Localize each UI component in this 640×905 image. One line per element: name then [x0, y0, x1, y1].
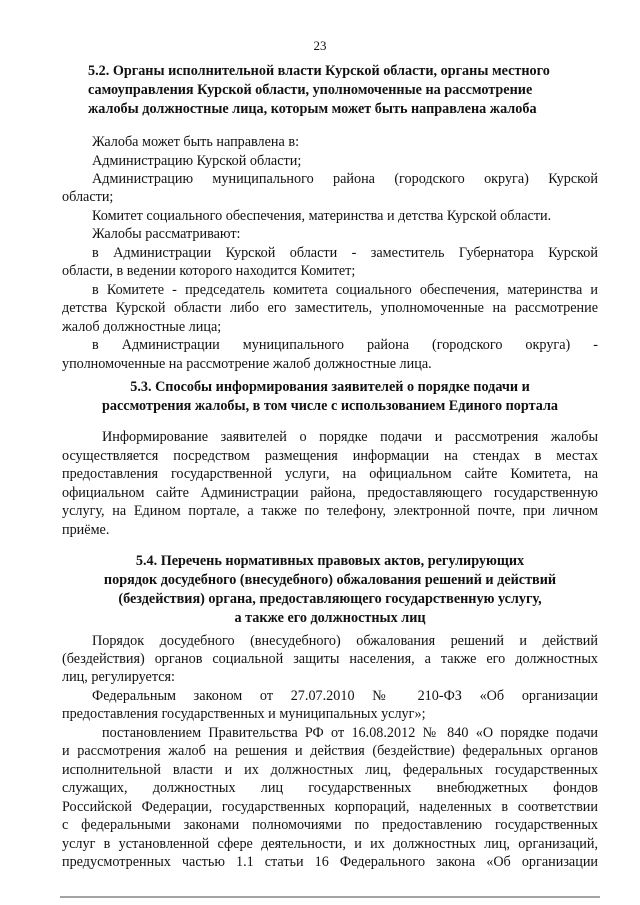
- paragraph-line: в Администрации муниципального района (городского округа) -: [92, 337, 598, 353]
- paragraph-line: Администрацию Курской области;: [92, 153, 302, 169]
- section-5-4-heading: [62, 552, 598, 628]
- paragraph-line: Информирование заявителей о порядке подачи и рассмотрения жалобы: [102, 429, 598, 445]
- paragraph-line: Комитет социального обеспечения, материнства и детства Курской области.: [92, 208, 552, 224]
- heading-line: а также его должностных лиц: [234, 610, 426, 626]
- heading-line: жалобы должностные лица, которым может быть направлена жалоба: [88, 101, 537, 117]
- paragraph-line: предусмотренных частью 1.1 статьи 16 Федерального закона «Об организации: [62, 854, 598, 870]
- paragraph-line: Российской Федерации, государственных корпораций, наделенных в соответствии: [62, 799, 598, 815]
- paragraph-line: Порядок досудебного (внесудебного) обжалования решений и действий: [92, 633, 598, 649]
- heading-line: самоуправления Курской области, уполномоченные на рассмотрение: [88, 82, 533, 98]
- heading-line: рассмотрения жалобы, в том числе с использованием Единого портала: [101, 398, 558, 414]
- paragraph-line: в Комитете - председатель комитета социального обеспечения, материнства и: [92, 282, 598, 298]
- paragraph-line: с федеральными законами полномочиями по предоставлению государственных: [62, 817, 598, 833]
- paragraph-line: услуг в установленной сфере деятельности, и их должностных лиц, организаций,: [62, 836, 598, 852]
- paragraph-line: Администрацию муниципального района (городского округа) Курской: [92, 171, 598, 187]
- paragraph-line: официальном сайте Администрации района, предоставляющего государственную: [62, 485, 598, 501]
- paragraph-line: Жалобы рассматривают:: [92, 226, 241, 242]
- paragraph-line: осуществляется посредством размещения информации на стендах в местах: [62, 448, 598, 464]
- heading-line: 5.3. Способы информирования заявителей о порядке подачи и: [130, 379, 530, 395]
- heading-line: 5.2. Органы исполнительной власти Курской области, органы местного: [88, 63, 550, 79]
- paragraph-line: уполномоченные на рассмотрение жалоб должностные лица.: [62, 356, 432, 372]
- paragraph-line: в Администрации Курской области - заместитель Губернатора Курской: [92, 245, 598, 261]
- paragraph-line: области;: [62, 189, 114, 205]
- heading-line: 5.4. Перечень нормативных правовых актов, регулирующих: [135, 553, 525, 569]
- paragraph-line: исполнительной власти и их должностных лиц, федеральных государственных: [62, 762, 598, 778]
- paragraph-line: (бездействия) органов социальной защиты населения, а также его должностных: [62, 651, 598, 667]
- paragraph-line: детства Курской области либо его заместитель, уполномоченные на рассмотрение: [62, 300, 598, 316]
- bottom-scan-edge: [60, 896, 600, 898]
- page-number: 23: [313, 38, 327, 53]
- section-5-3-heading: [62, 378, 598, 416]
- paragraph-line: постановлением Правительства РФ от 16.08.2012 № 840 «О порядке подачи: [102, 725, 598, 741]
- heading-line: (бездействия) органа, предоставляющего государственную услугу,: [118, 591, 542, 607]
- paragraph-line: Федеральным законом от 27.07.2010 № 210-ФЗ «Об организации: [92, 688, 598, 704]
- paragraph-line: предоставления государственных и муниципальных услуг»;: [62, 706, 426, 722]
- heading-line: порядок досудебного (внесудебного) обжалования решений и действий: [103, 572, 557, 588]
- paragraph-line: лиц, регулируется:: [62, 669, 175, 685]
- paragraph-line: предоставления государственной услуги, на официальном сайте Комитета, на: [62, 466, 598, 482]
- paragraph-line: служащих, должностных лиц государственных внебюджетных фондов: [62, 780, 598, 796]
- paragraph-line: приёме.: [62, 522, 110, 538]
- paragraph-line: и рассмотрения жалоб на решения и действия (бездействие) федеральных органов: [62, 743, 598, 759]
- section-5-2-heading: [88, 62, 550, 119]
- paragraph-line: области, в ведении которого находится Комитет;: [62, 263, 356, 279]
- paragraph-line: Жалоба может быть направлена в:: [92, 134, 300, 150]
- paragraph-line: услугу, на Едином портале, а также по телефону, электронной почте, при личном: [62, 503, 598, 519]
- paragraph-line: жалоб должностные лица;: [62, 319, 222, 335]
